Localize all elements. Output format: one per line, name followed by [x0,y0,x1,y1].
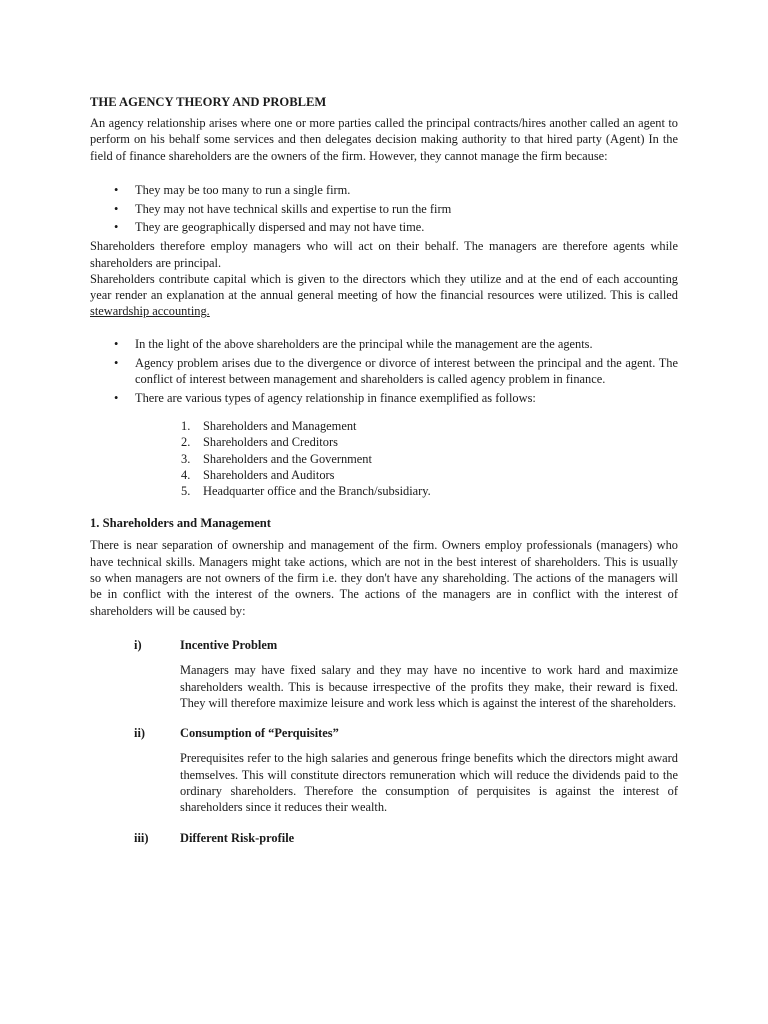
subsection-heading: i) Incentive Problem [134,637,278,652]
subsection-body: Managers may have fixed salary and they may have no incentive to work hard and maximize shareholders wealth. This is because irrespective of the profits they make, their reward is fixed. They will therefore maximize leisure and work less which is against the interest of the shareholders. [180,663,678,710]
subsection-body: Prerequisites refer to the high salaries and generous fringe benefits which the directors might award themselves. This will constitute directors remuneration which will reduce the dividends paid to the ordinary shareholders. Therefore the consumption of perquisites is against the interest of shareholders since it reduces their wealth. [180,751,678,815]
paragraph-stewardship: Shareholders contribute capital which is given to the directors which they utilize and at the end of each accounting year render an explanation at the annual general meeting of how the financial resources were utilized. This is called stewardship accounting. [90,271,678,319]
list-item: 5. Headquarter office and the Branch/subsidiary. [181,484,431,499]
bullet-icon: • [114,336,119,351]
reasons-list [90,182,678,236]
list-item: • Agency problem arises due to the divergence or divorce of interest between the principal and the agent. The conflict of interest between management and shareholders is called agency problem in finance. [114,355,678,386]
bullet-icon: • [114,220,119,235]
stewardship-accounting-term: stewardship accounting. [90,304,210,319]
relationships-list [90,418,678,499]
list-item: • In the light of the above shareholders are the principal while the management are the agents. [114,336,593,351]
list-item: • They may be too many to run a single firm. [114,182,351,197]
subsection-perquisites [90,725,678,815]
subsection-incentive [90,637,678,711]
subsection-risk-profile [90,830,678,846]
list-item: 4. Shareholders and Auditors [181,467,335,482]
list-item: 3. Shareholders and the Government [181,451,372,466]
list-item: • There are various types of agency relationship in finance exemplified as follows: [114,390,536,405]
section-heading: 1. Shareholders and Management [90,516,271,531]
list-item: • They may not have technical skills and expertise to run the firm [114,201,452,216]
bullet-icon: • [114,182,119,197]
points-list [90,336,678,406]
list-item: 1. Shareholders and Management [181,418,357,433]
document-title: THE AGENCY THEORY AND PROBLEM [90,95,327,109]
bullet-icon: • [114,201,119,216]
paragraph-agents: Shareholders therefore employ managers who will act on their behalf. The managers are therefore agents while shareholders are principal. [90,239,678,270]
list-item: • They are geographically dispersed and may not have time. [114,220,425,235]
bullet-icon: • [114,355,119,370]
subsection-heading: iii) Different Risk-profile [134,830,295,845]
list-item: 2. Shareholders and Creditors [181,435,338,450]
bullet-icon: • [114,390,119,405]
intro-paragraph: An agency relationship arises where one or more parties called the principal contracts/hires another called an agent to perform on his behalf some services and then delegates decision making authority to that hired party (Agent) In the field of finance shareholders are the owners of the firm. However, they cannot manage the firm because: [90,116,678,163]
section-body: There is near separation of ownership and management of the firm. Owners employ professionals (managers) who have technical skills. Managers might take actions, which are not in the best interest of shareholders. This is usually so when managers are not owners of the firm i.e. they don't have any shareholding. The actions of the managers will be in conflict with the interest of the owners. The actions of the managers are in conflict with the interest of shareholders will be caused by: [90,538,678,618]
subsection-heading: ii) Consumption of “Perquisites” [134,726,339,741]
